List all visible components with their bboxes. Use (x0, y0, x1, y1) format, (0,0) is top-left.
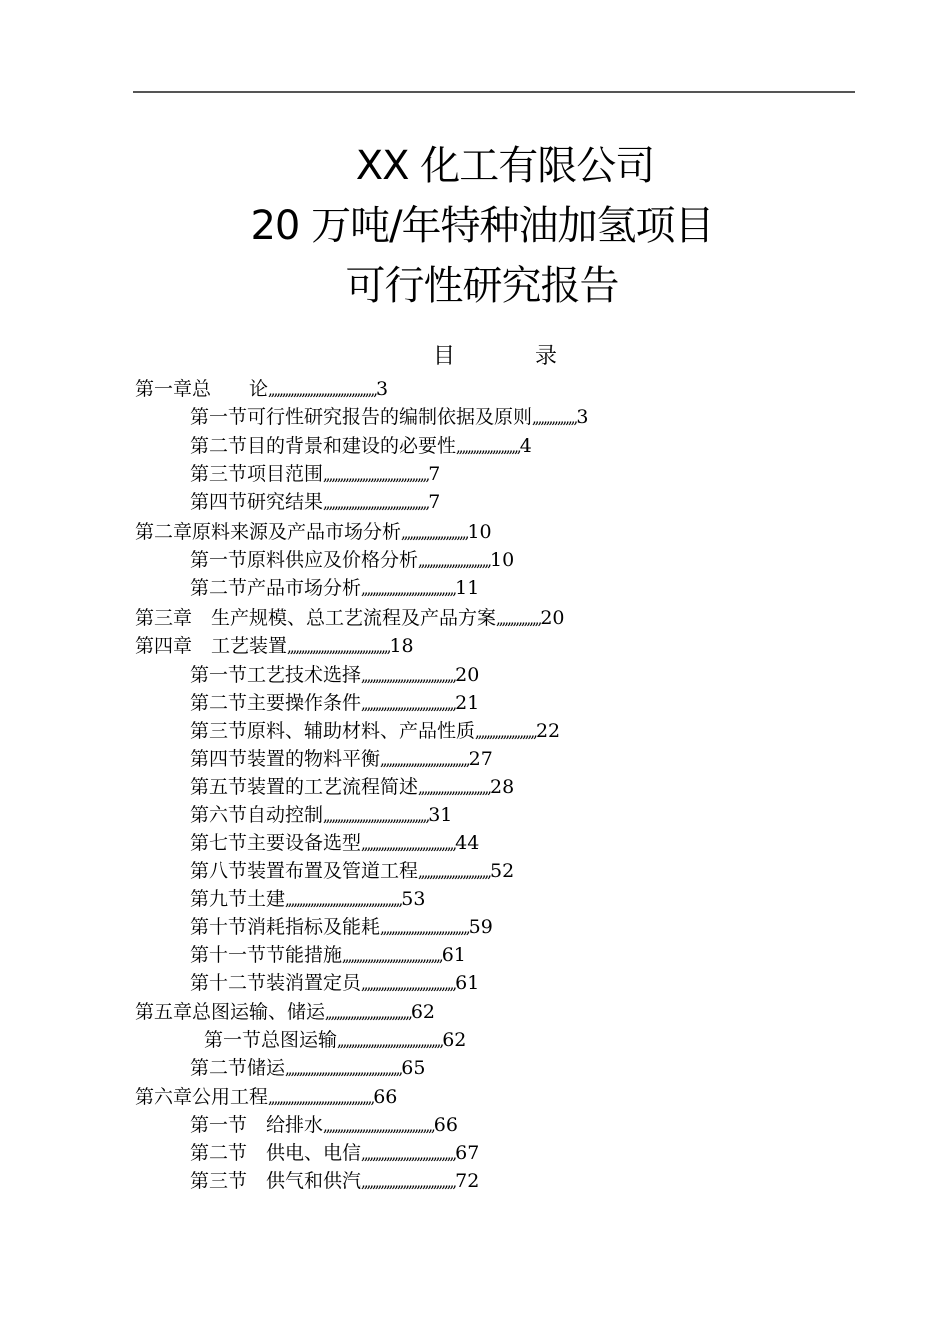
toc-entry-leader: ,,,,,,,,,,,,,,,,,,,,,,,,,,,,,,,, (380, 919, 469, 937)
toc-entry-leader: ,,,,,,,,,,,,,,,,,,,,,,,,,,,,,,,,,,,,,, (268, 1089, 374, 1107)
toc-entry-number: 第六节 (190, 804, 248, 826)
toc-entry-leader: ,,,,,,,,,,,,,,,,,,,,,,,,,,,,,,,,,, (361, 975, 456, 993)
toc-entry-page-number: 7 (428, 463, 441, 485)
toc-chapter-entry[interactable] (135, 1083, 397, 1112)
toc-section-entry[interactable] (190, 1139, 479, 1168)
toc-entry-leader: ,,,,,,,,,,,,,,,,,,,,,,,,,,,,,,,,,,,, (342, 947, 442, 965)
toc-section-entry[interactable] (190, 488, 440, 517)
toc-entry-page-number: 65 (401, 1057, 426, 1079)
toc-entry-title: 主要设备选型 (247, 832, 362, 854)
toc-entry-title: 产品市场分析 (247, 577, 362, 599)
toc-section-entry[interactable] (190, 941, 466, 970)
toc-entry-number: 第七节 (190, 832, 248, 854)
toc-section-entry[interactable] (190, 1167, 479, 1196)
toc-entry-leader: ,,,,,,,,,,,,,,,, (496, 610, 541, 628)
toc-entry-number: 第八节 (190, 860, 248, 882)
toc-entry-number: 第十二节 (190, 972, 267, 994)
toc-entry-number: 第十节 (190, 916, 248, 938)
toc-entry-leader: ,,,,,,,,,,,,,,,,,,,,,,, (456, 438, 520, 456)
toc-entry-page-number: 3 (576, 406, 589, 428)
toc-entry-leader: ,,,,,,,,,,,,,,,,,,,,,,,, (401, 524, 468, 542)
toc-chapter-entry[interactable] (135, 518, 492, 547)
toc-section-entry[interactable] (204, 1026, 466, 1055)
toc-section-entry[interactable] (190, 689, 479, 718)
toc-entry-page-number: 61 (441, 944, 466, 966)
toc-section-entry[interactable] (190, 661, 479, 690)
toc-entry-title: 生产规模、总工艺流程及产品方案 (211, 607, 497, 629)
toc-entry-title: 可行性研究报告的编制依据及原则 (247, 406, 533, 428)
toc-entry-number: 第二节 (190, 1142, 248, 1164)
toc-section-entry[interactable] (190, 403, 588, 432)
toc-entry-title: 消耗指标及能耗 (247, 916, 381, 938)
toc-section-entry[interactable] (190, 1054, 425, 1083)
toc-entry-title: 装置布置及管道工程 (247, 860, 419, 882)
toc-heading-char-1: 目 (433, 344, 456, 369)
toc-entry-page-number: 3 (376, 378, 389, 400)
toc-entry-gap (247, 1167, 266, 1195)
toc-entry-number: 第三章 (135, 607, 193, 629)
toc-section-entry[interactable] (190, 432, 532, 461)
toc-entry-number: 第三节 (190, 1170, 248, 1192)
toc-entry-page-number: 66 (373, 1086, 398, 1108)
toc-entry-number: 第一节 (204, 1029, 262, 1051)
toc-entry-title: 储运 (247, 1057, 286, 1079)
toc-entry-number: 第五章 (135, 1001, 193, 1023)
toc-heading-char-2: 录 (535, 344, 558, 369)
toc-entry-page-number: 52 (490, 860, 515, 882)
toc-entry-page-number: 7 (428, 491, 441, 513)
toc-entry-number: 第十一节 (190, 944, 267, 966)
toc-entry-leader: ,,,,,,,,,,,,,,,,,,,,,,,,,,,,,,, (325, 1004, 411, 1022)
toc-entry-page-number: 27 (468, 748, 493, 770)
toc-entry-number: 第三节 (190, 720, 248, 742)
toc-entry-leader: ,,,,,,,,,,,,,,,,,,,,,,,,,,,,,,,,,,,,,, (323, 494, 429, 512)
toc-entry-leader: ,,,,,,,,,,,,,,,,,,,,,,,,,,,,,,,,,, (361, 667, 456, 685)
toc-entry-leader: ,,,,,,,,,,,,,,,,,,,,,,,,,,,,,,,,,,,,,, (337, 1032, 443, 1050)
toc-entry-leader: ,,,,,,,,,,,,,,,,,,,,,,,,,,,,,,,,,, (361, 835, 456, 853)
toc-entry-title: 研究结果 (247, 491, 324, 513)
toc-section-entry[interactable] (190, 857, 514, 886)
toc-entry-title: 项目范围 (247, 463, 324, 485)
toc-section-entry[interactable] (190, 745, 493, 774)
toc-entry-title: 工艺装置 (211, 635, 288, 657)
toc-entry-title: 总图运输、储运 (192, 1001, 326, 1023)
toc-section-entry[interactable] (190, 460, 440, 489)
header-rule (133, 91, 855, 93)
toc-entry-leader: ,,,,,,,,,,,,,,,,,,,,,,,,,,,,,,,,,,,,,,,,,, (285, 1060, 402, 1078)
toc-chapter-entry[interactable] (135, 375, 388, 404)
toc-entry-number: 第二节 (190, 1057, 248, 1079)
toc-entry-leader: ,,,,,,,,,,,,,,,, (532, 409, 577, 427)
toc-entry-title: 节能措施 (266, 944, 343, 966)
toc-section-entry[interactable] (190, 969, 479, 998)
toc-entry-number: 第三节 (190, 463, 248, 485)
toc-entry-page-number: 4 (519, 435, 532, 457)
toc-entry-page-number: 10 (467, 521, 492, 543)
toc-entry-gap (247, 1139, 266, 1167)
toc-entry-page-number: 66 (433, 1114, 458, 1136)
toc-section-entry[interactable] (190, 913, 493, 942)
toc-entry-title: 装置的工艺流程简述 (247, 776, 419, 798)
toc-entry-leader: ,,,,,,,,,,,,,,,,,,,,,,,,,,,,,,,,,, (361, 580, 456, 598)
toc-entry-title: 装置的物料平衡 (247, 748, 381, 770)
toc-entry-number: 第六章 (135, 1086, 193, 1108)
toc-entry-leader: ,,,,,,,,,,,,,,,,,,,,,,,,,,,,,,,,,, (361, 1145, 456, 1163)
toc-entry-number: 第一章 (135, 378, 193, 400)
toc-entry-title: 总 论 (192, 378, 269, 400)
toc-entry-leader: ,,,,,,,,,,,,,,,,,,,,,,,,,,,,,,,,,,,,,, (323, 466, 429, 484)
toc-entry-page-number: 67 (455, 1142, 480, 1164)
toc-entry-gap (247, 1111, 266, 1139)
toc-entry-leader: ,,,,,,,,,,,,,,,,,,,,,,,,,,,,,,,,,,,,,,, (268, 381, 376, 399)
toc-entry-gap (192, 604, 211, 632)
toc-entry-leader: ,,,,,,,,,,,,,,,,,,,,,,,,,,,,,,,,,,,,,, (323, 807, 429, 825)
toc-entry-number: 第五节 (190, 776, 248, 798)
toc-entry-title: 目的背景和建设的必要性 (247, 435, 457, 457)
toc-entry-title: 总图运输 (261, 1029, 338, 1051)
toc-entry-number: 第四节 (190, 748, 248, 770)
toc-entry-page-number: 20 (455, 664, 480, 686)
toc-chapter-entry[interactable] (135, 632, 414, 661)
toc-entry-number: 第一节 (190, 1114, 248, 1136)
toc-entry-title: 自动控制 (247, 804, 324, 826)
title-line-company: XX 化工有限公司 (355, 143, 655, 189)
toc-entry-page-number: 62 (442, 1029, 467, 1051)
toc-entry-page-number: 21 (455, 692, 480, 714)
toc-entry-leader: ,,,,,,,,,,,,,,,,,,,,,,,,,, (418, 779, 491, 797)
toc-entry-page-number: 10 (490, 549, 515, 571)
title-line-project: 20 万吨/年特种油加氢项目 (250, 203, 714, 249)
toc-entry-number: 第四章 (135, 635, 193, 657)
toc-section-entry[interactable] (190, 574, 479, 603)
toc-entry-title: 给排水 (266, 1114, 324, 1136)
toc-entry-page-number: 62 (410, 1001, 436, 1023)
toc-entry-title: 装消置定员 (266, 972, 362, 994)
toc-entry-title: 供电、电信 (266, 1142, 362, 1164)
toc-entry-title: 公用工程 (192, 1086, 269, 1108)
toc-entry-number: 第四节 (190, 491, 248, 513)
toc-chapter-entry[interactable] (135, 604, 565, 633)
toc-entry-title: 土建 (247, 888, 286, 910)
toc-entry-page-number: 31 (428, 804, 453, 826)
toc-entry-leader: ,,,,,,,,,,,,,,,,,,,,,,,,,, (418, 552, 491, 570)
toc-entry-title: 原料、辅助材料、产品性质 (247, 720, 476, 742)
toc-entry-number: 第二节 (190, 435, 248, 457)
toc-entry-page-number: 61 (455, 972, 480, 994)
toc-section-entry[interactable] (190, 801, 452, 830)
toc-entry-leader: ,,,,,,,,,,,,,,,,,,,,,,,,,,,,,,,,,, (361, 695, 456, 713)
toc-entry-number: 第九节 (190, 888, 248, 910)
toc-entry-leader: ,,,,,,,,,,,,,,,,,,,,,,,,,, (418, 863, 491, 881)
toc-section-entry[interactable] (190, 717, 560, 746)
toc-entry-leader: ,,,,,,,,,,,,,,,,,,,,,,,,,,,,,,,,,, (361, 1173, 456, 1191)
toc-chapter-entry[interactable] (135, 998, 435, 1027)
toc-entry-gap (192, 632, 211, 660)
toc-section-entry[interactable] (190, 829, 479, 858)
toc-entry-page-number: 53 (401, 888, 426, 910)
toc-entry-title: 原料来源及产品市场分析 (192, 521, 402, 543)
toc-section-entry[interactable] (190, 773, 514, 802)
toc-entry-page-number: 44 (455, 832, 480, 854)
toc-entry-leader: ,,,,,,,,,,,,,,,,,,,,,,,,,,,,,,,,,,,,, (287, 638, 390, 656)
toc-entry-page-number: 18 (389, 635, 414, 657)
toc-entry-number: 第一节 (190, 549, 248, 571)
toc-section-entry[interactable] (190, 546, 514, 575)
toc-entry-title: 工艺技术选择 (247, 664, 362, 686)
toc-entry-leader: ,,,,,,,,,,,,,,,,,,,,,,,,,,,,,,,,,,,,,,,, (323, 1117, 434, 1135)
toc-entry-number: 第二节 (190, 577, 248, 599)
toc-entry-number: 第一节 (190, 664, 248, 686)
toc-entry-page-number: 22 (535, 720, 561, 742)
toc-entry-title: 主要操作条件 (247, 692, 362, 714)
toc-entry-number: 第二章 (135, 521, 193, 543)
toc-entry-page-number: 20 (540, 607, 565, 629)
toc-section-entry[interactable] (190, 1111, 458, 1140)
toc-entry-leader: ,,,,,,,,,,,,,,,,,,,,,,,,,,,,,,,, (380, 751, 469, 769)
toc-entry-page-number: 28 (490, 776, 515, 798)
toc-entry-title: 原料供应及价格分析 (247, 549, 419, 571)
toc-entry-leader: ,,,,,,,,,,,,,,,,,,,,,,,,,,,,,,,,,,,,,,,,,, (285, 891, 402, 909)
toc-entry-leader: ,,,,,,,,,,,,,,,,,,,,,, (475, 723, 536, 741)
toc-entry-page-number: 11 (455, 577, 480, 599)
toc-section-entry[interactable] (190, 885, 425, 914)
toc-entry-page-number: 59 (468, 916, 493, 938)
title-line-report: 可行性研究报告 (345, 263, 619, 309)
toc-entry-number: 第二节 (190, 692, 248, 714)
toc-entry-page-number: 72 (455, 1170, 480, 1192)
toc-entry-title: 供气和供汽 (266, 1170, 362, 1192)
toc-entry-number: 第一节 (190, 406, 248, 428)
